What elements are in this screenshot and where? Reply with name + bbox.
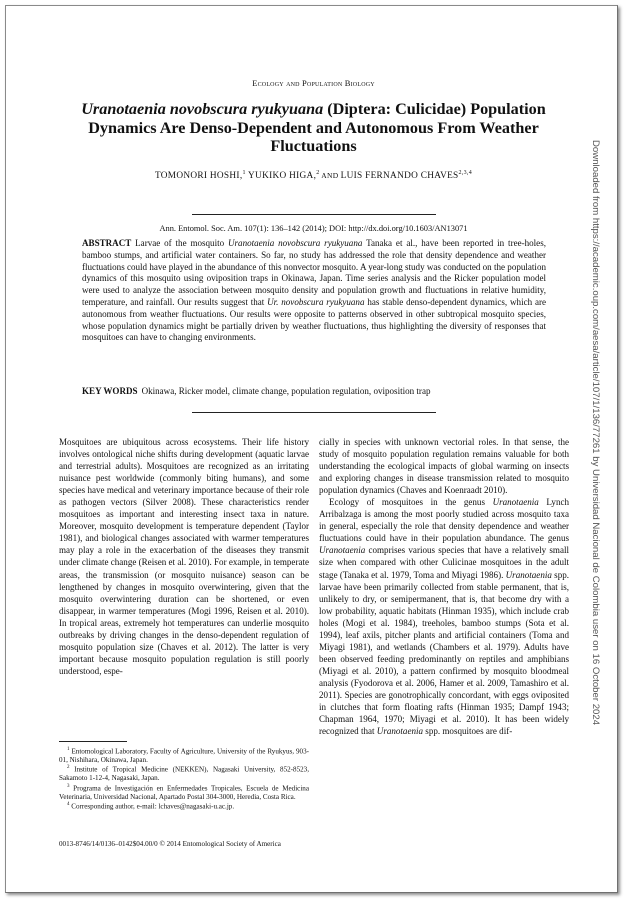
footnote-2-text: Institute of Tropical Medicine (NEKKEN), Nagasaki University, 852-8523, Sakamoto 1-12-4, Nagasaki, Japan. bbox=[59, 765, 309, 783]
body-column-right bbox=[319, 436, 569, 737]
footnote-1 bbox=[59, 746, 309, 764]
footnote-4-mark: 4 bbox=[67, 802, 70, 808]
keywords-label: KEY WORDS bbox=[82, 386, 138, 396]
abstract-species-2: Ur. novobscura ryukyuana bbox=[267, 296, 365, 307]
right-p2-text-a: Ecology of mosquitoes in the genus bbox=[329, 497, 493, 508]
footnote-3-mark: 3 bbox=[67, 783, 70, 789]
article-title bbox=[50, 100, 577, 156]
abstract-label: ABSTRACT bbox=[82, 238, 132, 248]
footnotes bbox=[59, 746, 309, 811]
right-p2-genus-1: Uranotaenia bbox=[492, 497, 539, 508]
author-line bbox=[0, 170, 627, 181]
author-2: YUKIKO HIGA, bbox=[245, 171, 317, 182]
left-paragraph-1: Mosquitoes are ubiquitous across ecosystems. Their life history involves ontological niche shifts during development (aquatic larvae and terrestrial adults). Mosquitoes are recognized as an irritating nuisance pest worldwide (commonly biting humans), and some species have medical and veterinary importance because of their role as pathogen vectors (Silver 2008). These characteristics render mosquitoes as important and interesting insect taxa in nature. Moreover, mosquito development is temperature dependent (Taylor 1981), and biological changes associated with warmer temperatures may play a role in the exacerbation of the diseases they transmit under climate change (Reisen et al. 2010). For example, in temperate areas, the transmission (or mosquito nuisance) season can be lengthened by changes in mosquito overwintering, given that the mosquito overwintering duration can be shortened, or even disappear, in warmer temperatures (Mogi 1996, Reisen et al. 2010). In tropical areas, extremely hot temperatures can underlie mosquito outbreaks by driving changes in the denso-dependent regulation of mosquito population size (Chaves et al. 2012). The latter is very important because mosquito population regulation is still poorly understood, espe- bbox=[59, 437, 309, 676]
right-p2-genus-3: Uranotaenia bbox=[505, 569, 552, 580]
footnote-3 bbox=[59, 783, 309, 801]
body-column-left bbox=[59, 436, 309, 677]
footnote-1-text: Entomological Laboratory, Faculty of Agriculture, University of the Ryukyus, 903-01, Nishihara, Okinawa, Japan. bbox=[59, 747, 309, 764]
footnote-3-text: Programa de Investigación en Enfermedades Tropicales, Escuela de Medicina Veterinaria, Universidad Nacional, Apartado Postal 304-3000, Heredia, Costa Rica. bbox=[59, 784, 309, 801]
abstract-text-2: Tanaka et al., have been reported in tree-holes, bamboo stumps, and artificial water containers. So far, no study has addressed the role that density dependence and weather fluctuations could have played in the abundance of this nonvector mosquito. A year-long study was conducted on the population dynamics of this mosquito using oviposition traps in Okinawa, Japan. Time series analysis and the Ricker population model were used to analyze the association between mosquito density and population growth and fluctuations in relative humidity, temperature, and rainfall. Our results suggest that bbox=[82, 238, 546, 307]
right-paragraph-1: cially in species with unknown vectorial roles. In that sense, the study of mosquito population regulation remains valuable for both understanding the ecological impacts of global warming on insects and exploring changes in disease transmission related to mosquito population dynamics (Chaves and Koenraadt 2010). bbox=[319, 437, 569, 496]
title-rest: (Diptera: Culicidae) Population Dynamics Are Denso-Dependent and Autonomous From Weather Fluctuations bbox=[88, 100, 546, 155]
right-p2-text-e: spp. mosquitoes are dif- bbox=[423, 726, 513, 737]
footnote-4 bbox=[59, 801, 309, 811]
footnote-2 bbox=[59, 764, 309, 782]
abstract-rule bbox=[192, 412, 436, 413]
author-1-affil: 1 bbox=[242, 170, 246, 176]
abstract-species-1: Uranotaenia novobscura ryukyuana bbox=[228, 238, 363, 248]
title-species: Uranotaenia novobscura ryukyuana bbox=[81, 100, 324, 118]
copyright-line: 0013-8746/14/0136–0142$04.00/0 © 2014 Entomological Society of America bbox=[59, 840, 281, 848]
author-2-affil: 2 bbox=[316, 170, 320, 176]
abstract-text-3: has stable denso-dependent dynamics, which are autonomous from weather fluctuations. Our results were opposite to patterns observed in other subtropical mosquito species, whose population dynamics might be partially driven by weather fluctuations, thus highlighting the diversity of responses that mosquitoes can have to changing environments. bbox=[82, 296, 546, 343]
right-p2-text-b: Lynch Arribalzaga is among the most poorly studied across mosquito taxa in general, especially the role that density dependence and weather fluctuations could have in their population abundance. The genus bbox=[319, 497, 570, 544]
citation-line: Ann. Entomol. Soc. Am. 107(1): 136–142 (2014); DOI: http://dx.doi.org/10.1603/AN13071 bbox=[159, 224, 468, 233]
right-paragraph-2 bbox=[319, 496, 569, 737]
author-3: LUIS FERNANDO CHAVES bbox=[340, 171, 459, 182]
footnote-2-mark: 2 bbox=[67, 765, 70, 771]
keywords-text: Okinawa, Ricker model, climate change, population regulation, oviposition trap bbox=[141, 386, 431, 396]
footnote-4-text: Corresponding author, e-mail: lchaves@nagasaki-u.ac.jp. bbox=[69, 802, 235, 811]
footnote-1-mark: 1 bbox=[67, 747, 70, 752]
author-1: TOMONORI HOSHI, bbox=[154, 171, 243, 182]
section-heading: Ecology and Population Biology bbox=[252, 78, 375, 88]
right-p2-text-c: comprises various species that have a relatively small size when compared with other Culicinae mosquitoes in the adult stage (Tanaka et al. 1979, Toma and Miyagi 1986). bbox=[319, 545, 569, 580]
abstract bbox=[82, 238, 546, 344]
download-watermark: Downloaded from https://academic.oup.com/aesa/article/107/1/136/77261 by Universidad Nacional de Colombia user on 16 October 2024 bbox=[590, 140, 601, 726]
right-p2-genus-4: Uranotaenia bbox=[376, 726, 424, 737]
title-rule bbox=[192, 214, 436, 215]
abstract-text-1: Larvae of the mosquito bbox=[131, 238, 228, 248]
keywords bbox=[82, 386, 546, 396]
footnote-rule bbox=[59, 741, 127, 742]
right-p2-text-d: spp. larvae have been primarily collected from stable permanent, that is, unlikely to dry, or semipermanent, that is, that become dry with a low probability, aquatic habitats (Hinman 1935), which include crab holes (Mogi et al. 1984), treeholes, bamboo stumps (Sota et al. 1994), leaf axils, pitcher plants and artificial containers (Toma and Miyagi 1981), and wetlands (Chambers et al. 1979). Adults have been observed feeding predominantly on reptiles and amphibians (Miyagi et al. 2010), a pattern confirmed by mosquito bloodmeal analysis (Fyodorova et al. 2006, Hamer et al. 2009, Tamashiro et al. 2011). Species are gonotrophically concordant, with eggs oviposited in clutches that form floating rafts (Hinman 1935; Dampf 1943; Chapman 1964, 1970; Miyagi et al. 2010). It has been widely recognized that bbox=[319, 569, 569, 737]
author-and: AND bbox=[319, 171, 341, 181]
right-p2-genus-2: Uranotaenia bbox=[319, 545, 366, 556]
author-3-affil: 2,3,4 bbox=[458, 170, 473, 176]
